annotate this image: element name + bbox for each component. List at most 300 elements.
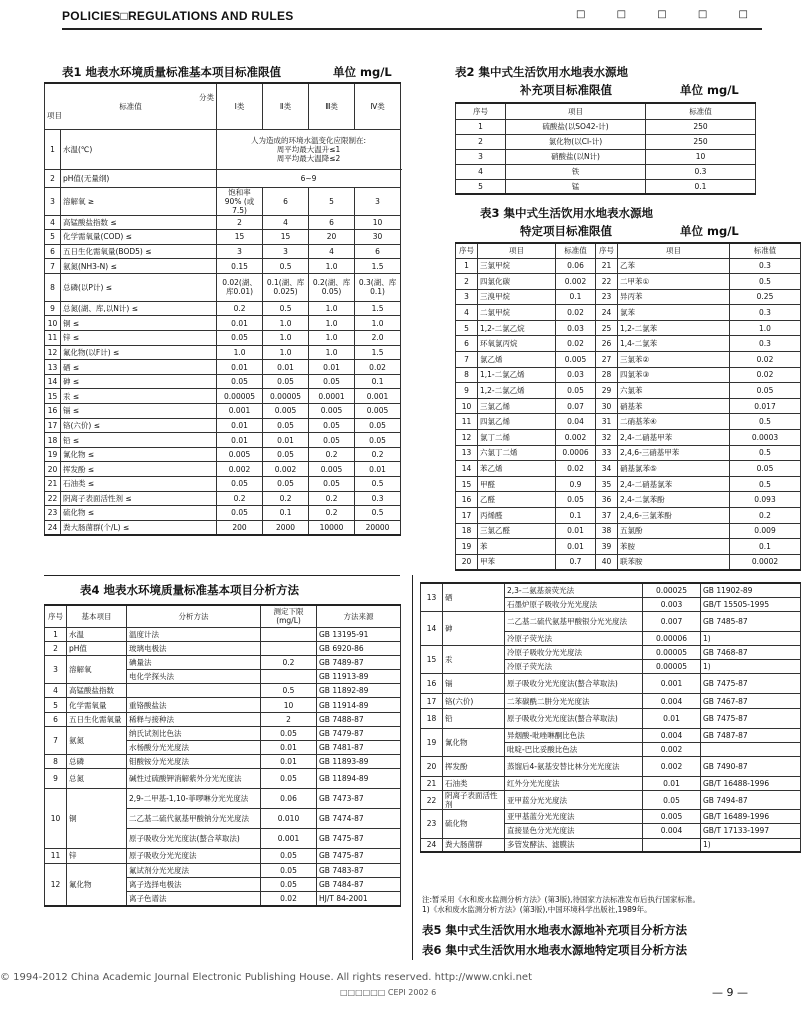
cell: 0.05	[730, 461, 801, 477]
table-row	[45, 726, 401, 740]
detection-limit: 0.05	[261, 863, 317, 877]
cell: 甲醛	[478, 476, 556, 492]
method: 电化学探头法	[127, 670, 261, 684]
row-number: 5	[45, 698, 67, 712]
cell: 1,2-二氯苯	[618, 320, 730, 336]
detection-limit: 0.00005	[643, 646, 701, 660]
method-source: GB/T 15505-1995	[701, 597, 801, 611]
class-value: 0.05	[217, 477, 263, 492]
table3-caption: 表3 集中式生活饮用水地表水源地	[480, 206, 654, 220]
item-name: 铬(六价) ≤	[61, 418, 217, 433]
cell: 30	[596, 398, 618, 414]
cell: 32	[596, 430, 618, 446]
cell: 10	[646, 149, 756, 164]
item-name: 镉 ≤	[61, 404, 217, 419]
item-name: 氨氮	[67, 726, 127, 754]
item-name: 氟化物(以F计) ≤	[61, 345, 217, 360]
class-value: 0.00005	[217, 389, 263, 404]
item-name: 硫化物	[443, 810, 505, 838]
row-number: 18	[45, 433, 61, 448]
cell: 38	[596, 523, 618, 539]
cell: 甲苯	[478, 554, 556, 570]
class-value: 0.3(湖、库0.1)	[355, 273, 401, 301]
detection-limit: 0.00006	[643, 631, 701, 645]
method: 稀释与接种法	[127, 712, 261, 726]
row-number: 8	[45, 755, 67, 769]
table-row	[421, 791, 801, 810]
cell: 乙醛	[478, 492, 556, 508]
table1-corner-header	[45, 83, 217, 129]
cell: 0.2	[730, 508, 801, 524]
method: 玻璃电极法	[127, 641, 261, 655]
class-value: 0.1	[355, 374, 401, 389]
cell: 4	[456, 305, 478, 321]
cell: 25	[596, 320, 618, 336]
table-row	[421, 583, 801, 597]
class-value: 0.05	[309, 477, 355, 492]
column-header: 基本项目	[67, 605, 127, 627]
cell: 六氯丁二烯	[478, 445, 556, 461]
table-row	[45, 129, 401, 169]
method: 石墨炉原子吸收分光光度法	[505, 597, 643, 611]
class-value: 0.2	[263, 491, 309, 506]
cell: 0.002	[556, 430, 596, 446]
table-row	[421, 728, 801, 742]
cell: 1,2-二氯乙烷	[478, 320, 556, 336]
table-row	[421, 838, 801, 852]
cell: 0.06	[556, 258, 596, 274]
class-value: 1.5	[355, 301, 401, 316]
class-value: 0.01	[263, 360, 309, 375]
cell: 0.5	[730, 414, 801, 430]
row-number: 6	[45, 244, 61, 259]
cell: 四氯乙烯	[478, 414, 556, 430]
class-value: 15	[263, 230, 309, 245]
item-name: 化学需氧量	[67, 698, 127, 712]
cell: 0.02	[730, 352, 801, 368]
class-value: 1.0	[263, 345, 309, 360]
class-value: 0.2	[217, 491, 263, 506]
item-name: 铬(六价)	[443, 694, 505, 708]
cell: 1,4-二氯苯	[618, 336, 730, 352]
method: 冷原子荧光法	[505, 660, 643, 674]
cell: 2,4-二硝基氯苯	[618, 476, 730, 492]
class-value: 1.0	[355, 316, 401, 331]
table-row	[456, 274, 801, 290]
cell: 0.3	[730, 305, 801, 321]
table1-caption: 表1 地表水环境质量标准基本项目标准限值	[62, 65, 282, 79]
cell: 四氯苯③	[618, 367, 730, 383]
detection-limit: 0.2	[261, 655, 317, 669]
table3-header-row	[456, 243, 801, 258]
cell: 0.5	[730, 476, 801, 492]
row-number: 17	[45, 418, 61, 433]
running-header	[62, 8, 762, 30]
method: 直接显色分光光度法	[505, 824, 643, 838]
cell: 0.093	[730, 492, 801, 508]
table-row	[45, 849, 401, 863]
table4-continued	[420, 582, 801, 853]
class-value: 0.1	[263, 506, 309, 521]
table-row	[421, 674, 801, 694]
class-value: 20	[309, 230, 355, 245]
detection-limit: 2	[261, 712, 317, 726]
method-source: GB 7483-87	[317, 863, 401, 877]
cell: 0.017	[730, 398, 801, 414]
method-source: GB 7488-87	[317, 712, 401, 726]
table-row	[45, 447, 401, 462]
cell: 硝基氯苯⑤	[618, 461, 730, 477]
item-name: 高锰酸盐指数	[67, 684, 127, 698]
item-name: 硒	[443, 583, 505, 611]
class-value: 0.005	[355, 404, 401, 419]
row-number: 19	[45, 447, 61, 462]
cell: 0.01	[556, 523, 596, 539]
row-number: 4	[45, 215, 61, 230]
column-header: 序号	[456, 243, 478, 258]
item-name: pH值(无量纲)	[61, 169, 217, 187]
cell: 11	[456, 414, 478, 430]
cell: 二硝基苯④	[618, 414, 730, 430]
cell: 氯化物(以Cl-计)	[506, 134, 646, 149]
detection-limit: 0.00005	[643, 660, 701, 674]
cell: 36	[596, 492, 618, 508]
cell: 氯丁二烯	[478, 430, 556, 446]
cell: 0.3	[730, 336, 801, 352]
row-number: 12	[45, 863, 67, 906]
row-number: 13	[421, 583, 443, 611]
detection-limit	[261, 627, 317, 641]
column-header: 项目	[478, 243, 556, 258]
table-row	[456, 258, 801, 274]
class-value: 1.0	[217, 345, 263, 360]
item-name: 砷	[443, 611, 505, 645]
item-name: 溶解氧 ≥	[61, 187, 217, 215]
method-source: GB 11894-89	[317, 769, 401, 789]
method-source: GB 7473-87	[317, 789, 401, 809]
cell: 0.05	[556, 492, 596, 508]
cell: 15	[456, 476, 478, 492]
class-value: 0.05	[217, 506, 263, 521]
class-value: 0.5	[355, 477, 401, 492]
column-header: 项目	[506, 103, 646, 119]
detection-limit: 0.01	[643, 708, 701, 728]
column-header: 测定下限(mg/L)	[261, 605, 317, 627]
method-source: GB/T 16489-1996	[701, 810, 801, 824]
cell: 0.07	[556, 398, 596, 414]
item-name: 溶解氧	[67, 655, 127, 683]
method: 蒸馏后4-氨基安替比林分光光度法	[505, 757, 643, 777]
row-number: 17	[421, 694, 443, 708]
cell: 四氯化碳	[478, 274, 556, 290]
corner-corner-mid: 标准值	[119, 101, 142, 111]
method-source: GB 11913-89	[317, 670, 401, 684]
cell: 0.03	[556, 367, 596, 383]
row-number: 14	[421, 611, 443, 645]
table4-header-row	[45, 605, 401, 627]
method-source: 1)	[701, 631, 801, 645]
corner-corner-top: 分类	[199, 92, 215, 102]
cell: 1,2-二氯乙烯	[478, 383, 556, 399]
column-header: 序号	[596, 243, 618, 258]
cell: 乙苯	[618, 258, 730, 274]
cell: 1.0	[730, 320, 801, 336]
detection-limit: 0.001	[643, 674, 701, 694]
cell: 8	[456, 367, 478, 383]
row-number: 7	[45, 726, 67, 754]
cell: 0.1	[556, 289, 596, 305]
table-row	[45, 215, 401, 230]
class-value: 4	[263, 215, 309, 230]
class-value: 0.05	[263, 447, 309, 462]
class-value: 6	[263, 187, 309, 215]
class-value: 1.0	[309, 301, 355, 316]
item-name: 粪大肠菌群	[443, 838, 505, 852]
table-row	[45, 641, 401, 655]
row-number: 5	[45, 230, 61, 245]
detection-limit	[261, 670, 317, 684]
cell: 0.9	[556, 476, 596, 492]
detection-limit: 0.05	[643, 791, 701, 810]
cell: 0.02	[556, 336, 596, 352]
class-value: 1.0	[309, 345, 355, 360]
class-value: 0.05	[217, 331, 263, 346]
class-value: 6	[309, 215, 355, 230]
cell: 4	[456, 164, 506, 179]
method-source: GB 7467-87	[701, 694, 801, 708]
table3	[455, 242, 801, 571]
class-value: 0.01	[217, 433, 263, 448]
item-name: 总磷	[67, 755, 127, 769]
class-value: 0.2	[309, 447, 355, 462]
item-name: 铜	[67, 789, 127, 849]
class-value: 30	[355, 230, 401, 245]
method: 离子色谱法	[127, 891, 261, 905]
table-row	[45, 259, 401, 274]
table-row	[45, 360, 401, 375]
table2-caption: 表2 集中式生活饮用水地表水源地	[455, 65, 629, 79]
item-name: 五日生化需氧量	[67, 712, 127, 726]
method: 二乙基二硫代氨基甲酸钠分光光度法	[127, 809, 261, 829]
detection-limit: 0.004	[643, 728, 701, 742]
item-name: 硒 ≤	[61, 360, 217, 375]
table-row	[456, 414, 801, 430]
table-row	[45, 627, 401, 641]
class-value: 0.1(湖、库0.025)	[263, 273, 309, 301]
cell: 0.1	[646, 179, 756, 194]
class-value: 0.2	[309, 491, 355, 506]
row-number: 23	[45, 506, 61, 521]
merged-line: 周平均最大温降≤2	[276, 153, 341, 163]
class-header: Ⅲ类	[309, 83, 355, 129]
method-source: GB 11902-89	[701, 583, 801, 597]
method-source: GB 7474-87	[317, 809, 401, 829]
item-name: 高锰酸盐指数 ≤	[61, 215, 217, 230]
item-name: 总磷(以P计) ≤	[61, 273, 217, 301]
table-row	[45, 755, 401, 769]
table-row	[456, 164, 756, 179]
cell: 0.1	[730, 539, 801, 555]
cell: 三氯苯②	[618, 352, 730, 368]
detection-limit: 0.05	[261, 769, 317, 789]
row-number: 11	[45, 849, 67, 863]
class-value: 0.05	[217, 374, 263, 389]
table-row	[456, 476, 801, 492]
table-row	[421, 777, 801, 791]
class-value: 0.3	[355, 491, 401, 506]
column-header: 序号	[45, 605, 67, 627]
cell: 六氯苯	[618, 383, 730, 399]
cell: 0.02	[556, 461, 596, 477]
method-source: GB 7487-87	[701, 728, 801, 742]
class-value: 3	[263, 244, 309, 259]
table-row	[45, 316, 401, 331]
table-row	[421, 810, 801, 824]
cell: 10	[456, 398, 478, 414]
note-1: 注:暂采用《水和废水监测分析方法》(第3版),待国家方法标准发布后执行国家标准。	[422, 895, 701, 904]
class-value: 0.02	[355, 360, 401, 375]
row-number: 24	[45, 520, 61, 535]
method: 碘量法	[127, 655, 261, 669]
class-value: 10	[355, 215, 401, 230]
row-number: 10	[45, 789, 67, 849]
cell: 2,4,6-三硝基甲苯	[618, 445, 730, 461]
row-number: 21	[45, 477, 61, 492]
cell: 0.02	[556, 305, 596, 321]
table-row	[456, 179, 756, 194]
cell: 40	[596, 554, 618, 570]
cell: 0.01	[556, 539, 596, 555]
cell: 0.05	[556, 383, 596, 399]
cell: 2,4-二硝基甲苯	[618, 430, 730, 446]
row-number: 20	[421, 757, 443, 777]
row-number: 7	[45, 259, 61, 274]
row-number: 22	[45, 491, 61, 506]
method: 亚甲基蓝分光光度法	[505, 810, 643, 824]
method-source: GB 7479-87	[317, 726, 401, 740]
row-number: 16	[421, 674, 443, 694]
cell: 2	[456, 274, 478, 290]
class-value: 0.002	[263, 462, 309, 477]
table-row	[456, 305, 801, 321]
detection-limit: 0.01	[643, 777, 701, 791]
item-name: 总氮	[67, 769, 127, 789]
item-name: 铅 ≤	[61, 433, 217, 448]
cell: 2,4-二氯苯酚	[618, 492, 730, 508]
item-name: 砷 ≤	[61, 374, 217, 389]
cell: 2,4,6-三氯苯酚	[618, 508, 730, 524]
table2-caption-sub: 补充项目标准限值	[520, 83, 612, 97]
cell: 苯胺	[618, 539, 730, 555]
detection-limit: 0.01	[261, 741, 317, 755]
item-name: 化学需氧量(COD) ≤	[61, 230, 217, 245]
item-name: 石油类	[443, 777, 505, 791]
detection-limit: 0.01	[261, 755, 317, 769]
merged-line: 人为造成的环境水温变化应限制在:	[251, 135, 367, 145]
class-value: 3	[355, 187, 401, 215]
detection-limit: 0.007	[643, 611, 701, 631]
cell: 0.7	[556, 554, 596, 570]
column-divider	[412, 575, 413, 960]
cell: 苯	[478, 539, 556, 555]
cell: 铁	[506, 164, 646, 179]
column-header: 标准值	[646, 103, 756, 119]
row-number: 23	[421, 810, 443, 838]
running-header-title: POLICIES□REGULATIONS AND RULES	[62, 9, 294, 23]
table4	[44, 604, 401, 907]
class-value: 饱和率 90% (或7.5)	[217, 187, 263, 215]
row-number: 14	[45, 374, 61, 389]
method-source: GB/T 17133-1997	[701, 824, 801, 838]
table-row	[456, 320, 801, 336]
cell: 0.0003	[730, 430, 801, 446]
method: 水杨酸分光光度法	[127, 741, 261, 755]
cell: 0.0002	[730, 554, 801, 570]
method: 氟试剂分光光度法	[127, 863, 261, 877]
table2	[455, 102, 756, 195]
row-number: 6	[45, 712, 67, 726]
cell: 250	[646, 134, 756, 149]
table-row	[456, 398, 801, 414]
table-row	[45, 520, 401, 535]
table-row	[45, 404, 401, 419]
cell: 二氯甲烷	[478, 305, 556, 321]
cell: 0.25	[730, 289, 801, 305]
class-value: 0.2	[355, 447, 401, 462]
item-name: 挥发酚	[443, 757, 505, 777]
item-name: 氰化物 ≤	[61, 447, 217, 462]
table-row	[45, 684, 401, 698]
item-name: pH值	[67, 641, 127, 655]
class-header: Ⅰ类	[217, 83, 263, 129]
method: 吡啶-巴比妥酸比色法	[505, 742, 643, 756]
column-header: 标准值	[730, 243, 801, 258]
cell: 20	[456, 554, 478, 570]
table-row	[45, 374, 401, 389]
table-row	[45, 698, 401, 712]
method-source: GB 13195-91	[317, 627, 401, 641]
row-number: 9	[45, 769, 67, 789]
cell: 0.1	[556, 508, 596, 524]
class-value: 0.5	[263, 259, 309, 274]
table-row	[45, 389, 401, 404]
cell: 7	[456, 352, 478, 368]
table-row	[456, 492, 801, 508]
method-source: HJ/T 84-2001	[317, 891, 401, 905]
class-value: 6	[355, 244, 401, 259]
class-value: 0.05	[309, 433, 355, 448]
cell: 39	[596, 539, 618, 555]
detection-limit: 0.002	[643, 757, 701, 777]
class-value: 0.5	[355, 506, 401, 521]
class-value: 2	[217, 215, 263, 230]
table-row	[456, 539, 801, 555]
column-header: 序号	[456, 103, 506, 119]
item-name: 水温	[67, 627, 127, 641]
column-header: 方法来源	[317, 605, 401, 627]
detection-limit	[643, 838, 701, 852]
table-row	[456, 554, 801, 570]
cell: 三氯乙烯	[478, 398, 556, 414]
detection-limit: 0.002	[643, 742, 701, 756]
cell: 26	[596, 336, 618, 352]
item-name: 阴离子表面活性剂	[443, 791, 505, 810]
row-number: 2	[45, 169, 61, 187]
method: 碱性过硫酸钾消解紫外分光光度法	[127, 769, 261, 789]
detection-limit: 0.02	[261, 891, 317, 905]
method: 多管发酵法、滤膜法	[505, 838, 643, 852]
journal-issue: □□□□□□ CEPI 2002 6	[340, 988, 437, 997]
